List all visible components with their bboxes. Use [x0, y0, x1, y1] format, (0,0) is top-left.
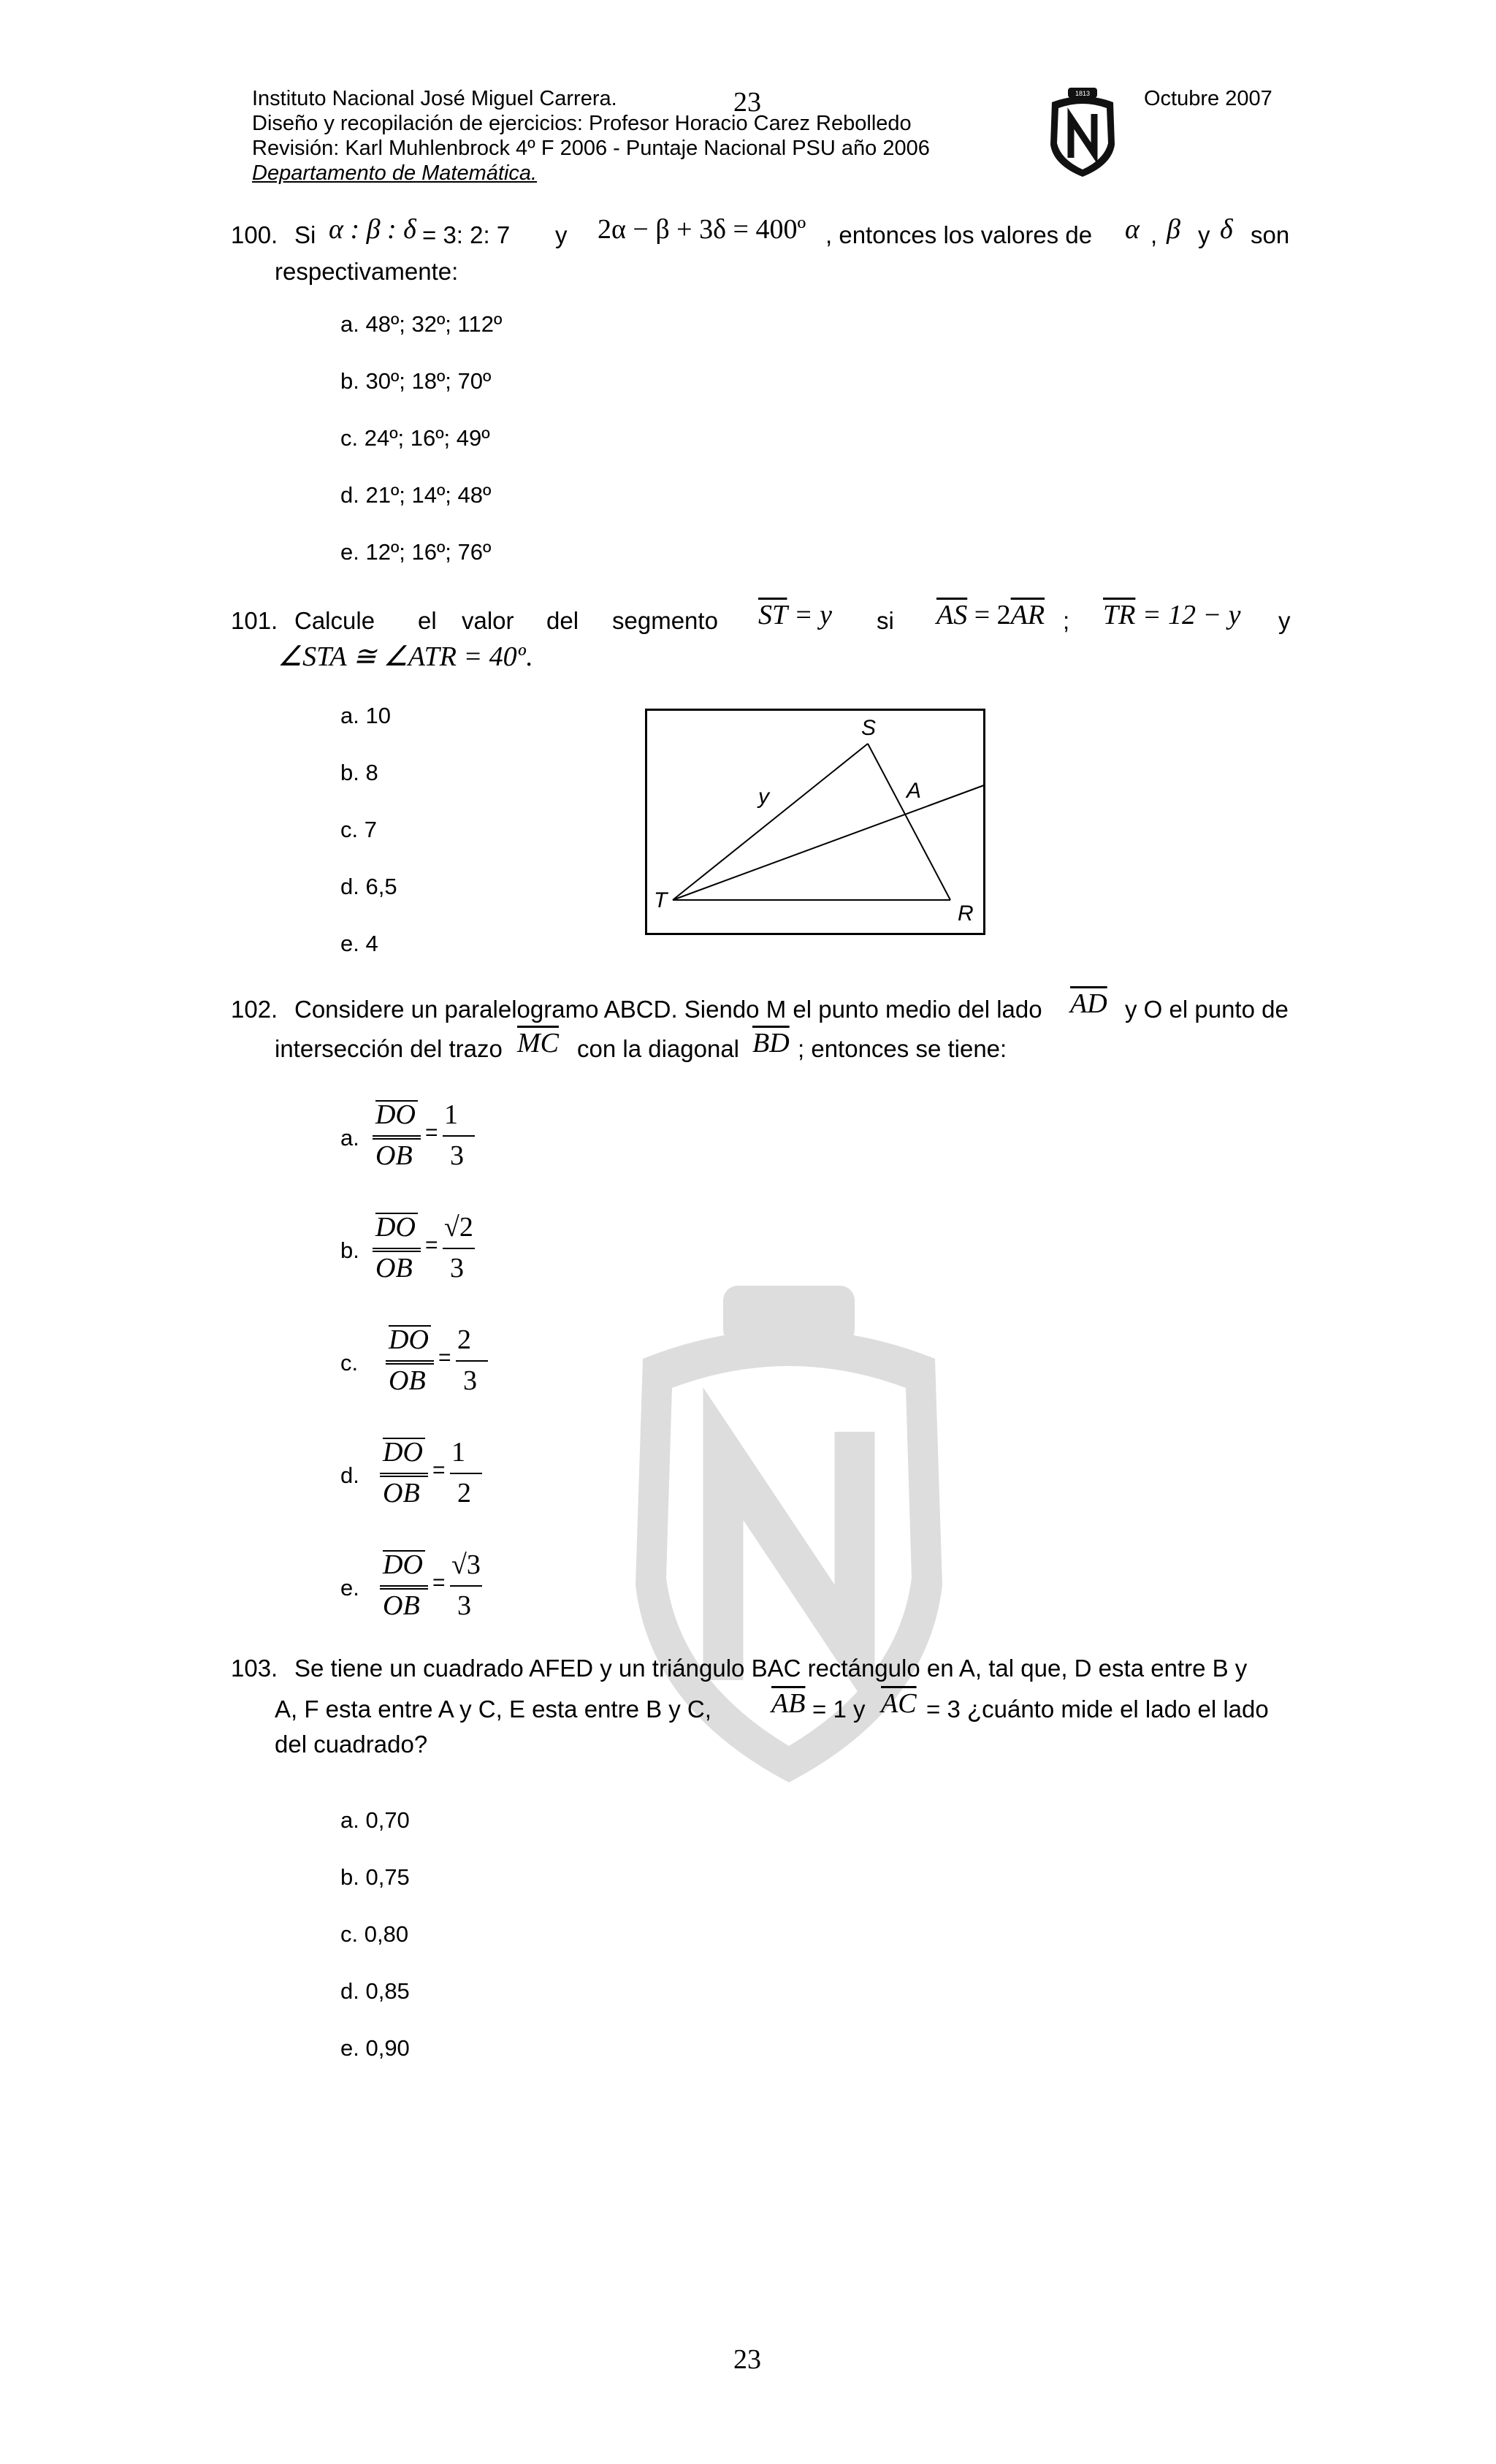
q103-line2b: = 1 y: [812, 1696, 866, 1723]
fraction-numerator: DO: [383, 1549, 423, 1580]
result-numerator: √3: [451, 1549, 481, 1580]
q102-text4: con la diagonal: [577, 1035, 740, 1062]
q103-option-a[interactable]: a. 0,70: [340, 1807, 410, 1833]
q101-period: .: [525, 641, 533, 672]
q101-word3: valor: [462, 607, 514, 634]
label-r: R: [958, 901, 974, 926]
fraction-denominator: OB: [389, 1365, 426, 1396]
segment-ar: $\overline{AR}$: [1010, 600, 1045, 630]
result-fraction-bar: [450, 1473, 482, 1474]
q102-number: 102.: [231, 996, 278, 1023]
equals-sign: =: [438, 1346, 451, 1370]
fraction-bar: [380, 1585, 428, 1587]
q101-word1: Calcule: [294, 607, 375, 634]
q102-text3: intersección del trazo: [275, 1035, 503, 1062]
q103-option-d[interactable]: d. 0,85: [340, 1978, 410, 2004]
header-page-number: 23: [733, 87, 761, 118]
segment-st: $\overline{ST}$: [758, 600, 787, 630]
result-denominator: 3: [457, 1590, 471, 1621]
q102-option-c[interactable]: [340, 1319, 516, 1407]
q100-option-d[interactable]: d. 21º; 14º; 48º: [340, 482, 492, 508]
segment-tr: $\overline{TR}$: [1103, 600, 1136, 630]
result-denominator: 2: [457, 1478, 471, 1508]
result-fraction-bar: [456, 1360, 488, 1362]
fraction-numerator: DO: [375, 1212, 416, 1243]
svg-text:1813: 1813: [1075, 90, 1091, 97]
result-denominator: 3: [463, 1365, 477, 1396]
q101-option-a[interactable]: a. 10: [340, 703, 391, 728]
option-label: b.: [340, 1237, 359, 1263]
segment-ac: $\overline{AC}$: [881, 1688, 917, 1719]
q100-option-e[interactable]: e. 12º; 16º; 76º: [340, 539, 492, 565]
q100-option-b[interactable]: b. 30º; 18º; 70º: [340, 368, 492, 394]
q100-y: y: [555, 221, 568, 248]
equals-sign: =: [432, 1571, 446, 1595]
label-t: T: [654, 888, 668, 912]
q102-option-d[interactable]: [340, 1432, 516, 1519]
fraction-bar: [380, 1473, 428, 1474]
segment-bd: $\overline{BD}$: [752, 1028, 790, 1059]
segment-ab: $\overline{AB}$: [771, 1688, 806, 1719]
q103-number: 103.: [231, 1655, 278, 1682]
q100-y2: y: [1198, 221, 1210, 248]
q100-option-c[interactable]: c. 24º; 16º; 49º: [340, 425, 490, 451]
result-numerator: √2: [444, 1212, 473, 1243]
q100-equation: 2α − β + 3δ = 400º: [598, 214, 806, 245]
option-label: a.: [340, 1125, 359, 1151]
result-numerator: 2: [457, 1324, 471, 1355]
q101-tr-eq: = 12 − y: [1135, 600, 1241, 630]
fraction-numerator: DO: [389, 1324, 429, 1355]
header-date: Octubre 2007: [1144, 87, 1272, 110]
footer-page-number: 23: [733, 2344, 761, 2375]
segment-as: $\overline{AS}$: [936, 600, 968, 630]
q103-option-b[interactable]: b. 0,75: [340, 1864, 410, 1890]
q101-word4: del: [546, 607, 579, 634]
q102-text5: ; entonces se tiene:: [798, 1035, 1007, 1062]
q102-text2: y O el punto de: [1125, 996, 1289, 1023]
fraction-numerator: DO: [383, 1437, 423, 1468]
label-s: S: [861, 716, 877, 740]
result-numerator: 1: [451, 1437, 465, 1468]
fraction-denominator: OB: [375, 1140, 413, 1171]
q101-semicolon: ;: [1063, 607, 1070, 634]
q103-line3: del cuadrado?: [275, 1731, 428, 1758]
q102-option-e[interactable]: [340, 1544, 516, 1632]
header-department: Departamento de Matemática.: [252, 161, 538, 185]
fraction-denominator: OB: [375, 1253, 413, 1284]
q100-alpha: α: [1125, 214, 1140, 245]
result-denominator: 3: [450, 1140, 464, 1171]
option-label: c.: [340, 1350, 359, 1376]
q102-option-a[interactable]: [340, 1094, 516, 1182]
fraction-denominator: OB: [383, 1478, 420, 1508]
school-crest-icon: [1046, 86, 1119, 178]
q103-option-c[interactable]: c. 0,80: [340, 1921, 409, 1947]
header-design: Diseño y recopilación de ejercicios: Profesor Horacio Carez Rebolledo: [252, 112, 912, 135]
q101-st-eq: = y: [787, 600, 832, 630]
fraction-bar: [386, 1360, 434, 1362]
q101-option-b[interactable]: b. 8: [340, 760, 378, 785]
q100-ratio: α : β : δ: [329, 214, 416, 245]
q101-option-c[interactable]: c. 7: [340, 817, 377, 842]
q101-option-d[interactable]: d. 6,5: [340, 874, 397, 899]
fraction-bar: [373, 1248, 421, 1249]
q101-number: 101.: [231, 607, 278, 634]
label-a: A: [907, 779, 922, 803]
q103-line2a: A, F esta entre A y C, E esta entre B y C,: [275, 1696, 711, 1723]
q100-ratio-value: = 3: 2: 7: [422, 221, 511, 248]
segment-mc: $\overline{MC}$: [517, 1028, 559, 1059]
label-y: y: [758, 785, 769, 809]
q100-number: 100.: [231, 221, 278, 248]
q100-son: son: [1251, 221, 1290, 248]
triangle-figure: [645, 709, 985, 935]
fraction-bar: [373, 1135, 421, 1137]
q101-option-e[interactable]: e. 4: [340, 931, 378, 956]
q100-beta: β: [1167, 214, 1180, 245]
equals-sign: =: [425, 1233, 438, 1257]
result-fraction-bar: [443, 1135, 475, 1137]
option-label: e.: [340, 1575, 359, 1601]
q100-option-a[interactable]: a. 48º; 32º; 112º: [340, 311, 503, 337]
q101-y: y: [1278, 607, 1291, 634]
q101-word2: el: [418, 607, 437, 634]
q101-angles: ∠STA ≅ ∠ATR = 40º: [278, 641, 526, 672]
result-numerator: 1: [444, 1099, 458, 1130]
q101-word5: segmento: [612, 607, 718, 634]
q103-line1: Se tiene un cuadrado AFED y un triángulo BAC rectángulo en A, tal que, D esta entre B y: [294, 1655, 1248, 1682]
q100-then: , entonces los valores de: [825, 221, 1093, 248]
q102-text1: Considere un paralelogramo ABCD. Siendo M el punto medio del lado: [294, 996, 1042, 1023]
fraction-denominator: OB: [383, 1590, 420, 1621]
header-institute: Instituto Nacional José Miguel Carrera.: [252, 87, 617, 110]
equals-sign: =: [432, 1458, 446, 1482]
q103-option-e[interactable]: e. 0,90: [340, 2035, 410, 2061]
result-denominator: 3: [450, 1253, 464, 1284]
header-revision: Revisión: Karl Muhlenbrock 4º F 2006 - Puntaje Nacional PSU año 2006: [252, 137, 930, 160]
result-fraction-bar: [443, 1248, 475, 1249]
result-fraction-bar: [450, 1585, 482, 1587]
q100-comma: ,: [1150, 221, 1158, 248]
q100-line2: respectivamente:: [275, 258, 459, 285]
equals-sign: =: [425, 1121, 438, 1145]
q101-si: si: [877, 607, 894, 634]
option-label: d.: [340, 1462, 359, 1488]
fraction-numerator: DO: [375, 1099, 416, 1130]
q103-line2c: = 3 ¿cuánto mide el lado el lado: [926, 1696, 1269, 1723]
segment-ad: $\overline{AD}$: [1070, 988, 1107, 1019]
q101-as-eq: = 2: [967, 600, 1011, 630]
q102-option-b[interactable]: [340, 1207, 516, 1294]
q100-delta: δ: [1220, 214, 1233, 245]
q100-si: Si: [294, 221, 316, 248]
